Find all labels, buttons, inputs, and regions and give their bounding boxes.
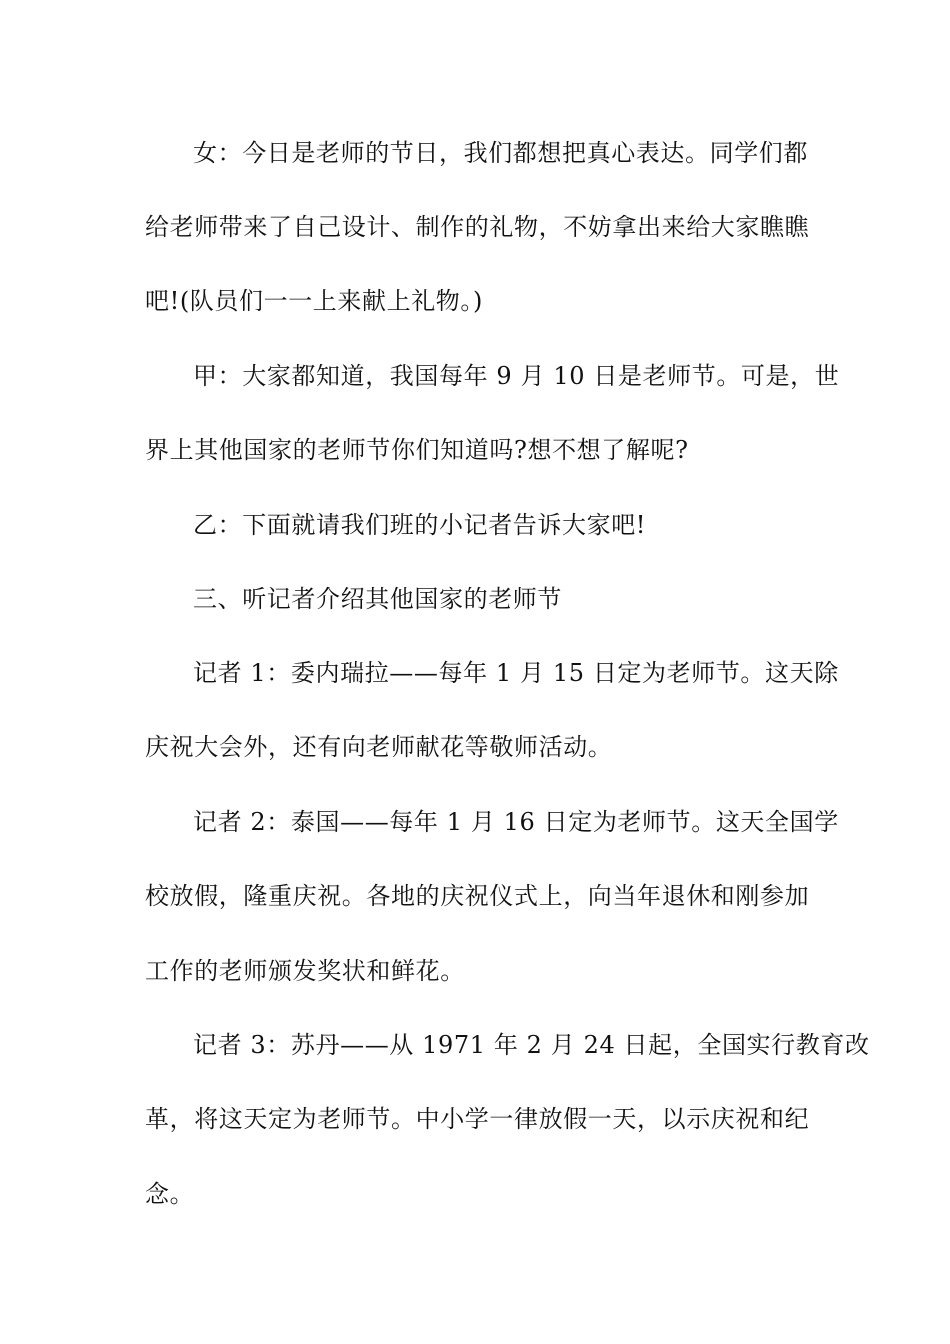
paragraph-line: 女：今日是老师的节日，我们都想把真心表达。同学们都 [193,139,808,167]
paragraph-line: 革，将这天定为老师节。中小学一律放假一天，以示庆祝和纪 [145,1105,810,1133]
paragraph-line: 工作的老师颁发奖状和鲜花。 [145,957,465,985]
paragraph-line: 吧!(队员们一一上来献上礼物。) [145,287,483,315]
paragraph-line: 庆祝大会外，还有向老师献花等敬师活动。 [145,733,613,761]
paragraph-line: 记者 2：泰国——每年 1 月 16 日定为老师节。这天全国学 [193,808,839,836]
paragraph-line: 记者 1：委内瑞拉——每年 1 月 15 日定为老师节。这天除 [193,659,839,687]
paragraph-line: 校放假，隆重庆祝。各地的庆祝仪式上，向当年退休和刚参加 [145,882,810,910]
paragraph-line: 甲：大家都知道，我国每年 9 月 10 日是老师节。可是，世 [193,362,840,390]
paragraph-line: 记者 3：苏丹——从 1971 年 2 月 24 日起，全国实行教育改 [193,1031,870,1059]
paragraph-line: 念。 [145,1180,195,1208]
paragraph-line: 界上其他国家的老师节你们知道吗?想不想了解呢? [145,436,689,464]
section-heading: 三、听记者介绍其他国家的老师节 [193,585,562,613]
paragraph-line: 给老师带来了自己设计、制作的礼物，不妨拿出来给大家瞧瞧 [145,213,810,241]
paragraph-line: 乙：下面就请我们班的小记者告诉大家吧! [193,511,647,539]
